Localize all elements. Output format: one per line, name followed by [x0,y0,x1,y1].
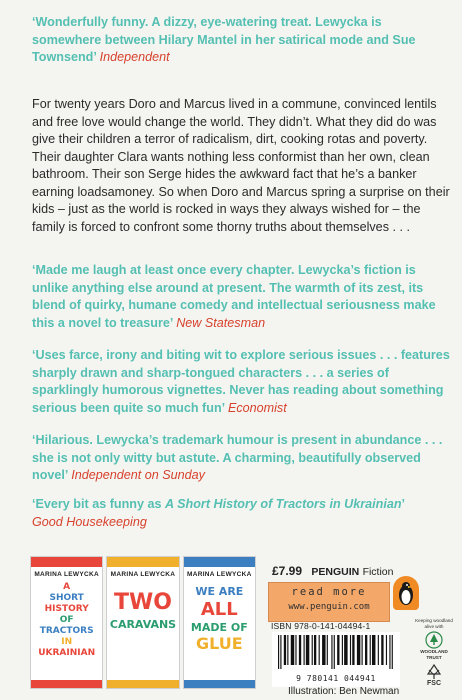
review-quote-2 [32,262,452,332]
cover-band [31,557,102,567]
quote-source: Good Housekeeping [32,514,147,529]
title-line: GLUE [195,634,243,653]
publisher-label: PENGUIN [311,566,360,578]
quote-source: Economist [227,400,287,415]
quote-text: ‘Wonderfully funny. A dizzy, eye-watering treat. Lewycka is somewhere between Hilary Mantel in her satirical mode and Sue Townsend’ [32,15,416,64]
title-line: UKRAINIAN [38,648,96,658]
barcode-bars-icon [278,635,394,669]
book-author: MARINA LEWYCKA [187,571,252,578]
price-bar [272,564,422,578]
book-cover-tractors [30,556,103,689]
book-title [107,592,178,636]
cover-band [184,557,255,567]
review-quote-4 [32,432,452,485]
fsc-badge [421,664,447,692]
book-title [184,584,255,652]
title-line: A [63,582,71,592]
woodland-text: Keeping woodland alive with [415,618,453,629]
title-line: ALL [200,599,238,620]
title-line: TRACTORS [39,626,94,636]
price: £7.99 [272,564,303,578]
woodland-logo-text: WOODLAND TRUST [420,649,448,660]
book-title [31,582,102,659]
quote-book-title: A Short History of Tractors in Ukrainian [165,497,402,511]
read-more-box [268,582,390,622]
cover-foot [31,680,102,688]
fsc-label: FSC [427,680,441,687]
quote-text: ‘Every bit as funny as [32,497,165,511]
quote-source: New Statesman [176,315,266,330]
title-line: SHORT [49,593,84,603]
website-text: www.penguin.com [288,602,370,612]
cover-foot [184,680,255,688]
review-quote-3 [32,347,452,417]
barcode [272,632,400,687]
quote-text: ‘Uses farce, irony and biting wit to explore serious issues . . . features sharply drawn and sharp-tongued characters . . . a series of sparklingly humorous vignettes. Never has reading about something serious been quite so much fun’ [32,348,450,415]
woodland-trust-badge [412,618,456,660]
fsc-tree-icon [425,664,443,680]
isbn: ISBN 978-0-141-04494-1 [271,621,371,631]
book-cover-caravans [106,556,179,689]
title-line: HISTORY [44,604,89,614]
quote-source: Independent on Sunday [71,468,205,482]
review-quote-1 [32,14,452,67]
penguin-logo-icon [393,576,419,610]
title-line: TWO [114,590,172,615]
quote-text-end: ’ [401,497,406,511]
title-line: CARAVANS [109,618,177,631]
quote-text: ‘Made me laugh at least once every chapter. Lewycka’s fiction is unlike anything else around at present. The warmth of its zest, its blend of quirky, humane comedy and intellectual seriousness make this a novel to treasure’ [32,263,436,330]
illustration-credit: Illustration: Ben Newman [288,686,400,697]
quote-text: ‘Hilarious. Lewycka’s trademark humour is present in abundance . . . she is not only witty but astute. A charming, beautifully observed novel’ [32,433,443,482]
cover-band [107,557,178,567]
tree-icon [425,631,443,649]
review-quote-5 [32,496,452,531]
book-author: MARINA LEWYCKA [110,571,176,578]
barcode-digits: 9 780141 044941 [296,674,376,683]
quote-source: Independent [99,50,170,64]
title-line: MADE OF [190,621,248,634]
read-more-text: read more [291,586,367,598]
title-line: OF [59,615,74,625]
book-cover-glue [183,556,256,689]
cover-foot [107,680,178,688]
book-blurb: For twenty years Doro and Marcus lived in a commune, convinced lentils and free love would change the world. They didn’t. What they did do was give their children a terror of radicalism, dirt, cooking rotas and poverty. Their daughter Clara wants nothing less conformist than her own, clean bathroom. Their son Serge hides the awkward fact that he’s a banker earning loadsamoney. So when Doro and Marcus spring a surprise on their kids – just as the world is rocked in ways they always wished for – the family is forced to confront some thorny truths about themselves . . . [32,97,450,234]
other-books [30,556,256,689]
book-author: MARINA LEWYCKA [34,571,99,578]
category-label: Fiction [362,566,394,578]
title-line: IN [61,637,73,647]
title-line: WE ARE [195,585,244,598]
